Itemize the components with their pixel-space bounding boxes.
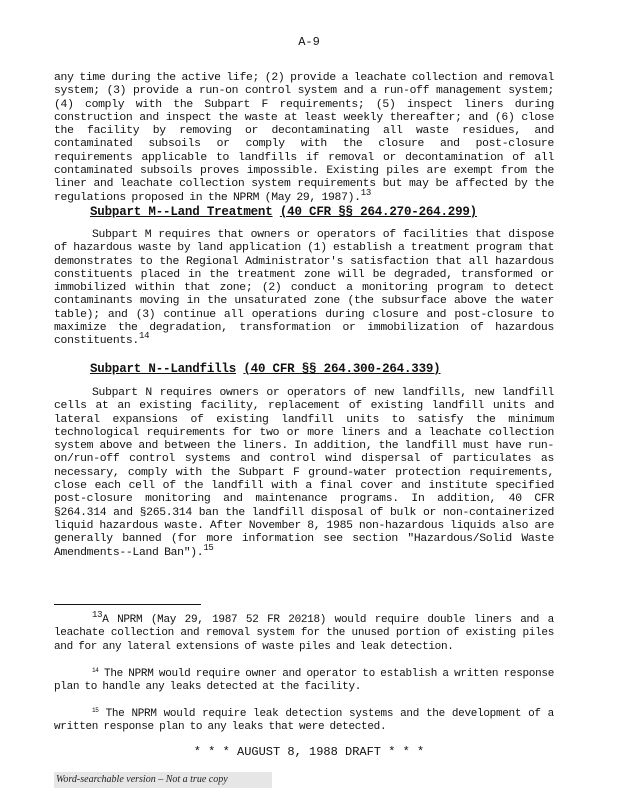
page-number: A-9 bbox=[298, 35, 320, 49]
draft-notice: * * * AUGUST 8, 1988 DRAFT * * * bbox=[193, 745, 425, 759]
heading-label: Subpart M--Land Treatment bbox=[90, 205, 273, 219]
footnote-divider bbox=[54, 604, 201, 605]
footnote-number: 14 bbox=[92, 667, 99, 674]
footnote-ref-15: 15 bbox=[203, 542, 214, 553]
footnote-text: A NPRM (May 29, 1987 52 FR 20218) would require double liners and a leachate collection and removal system for the unused portion of existing piles and for any lateral extensions of waste piles and leak detection. bbox=[54, 614, 554, 653]
paragraph-text: any time during the active life; (2) provide a leachate collection and removal system; (3) provide a run-on control system and a run-off management system; (4) comply with the Subpart F requirements; (5) inspect liners during construction and inspect the waste at least weekly thereafter; and (6) close the facility by removing or decontaminating all waste residues, and contaminated subsoils or comply with the closure and post-closure requirements applicable to landfills if removal or decontamination of all contaminated subsoils proves impossible. Existing piles are exempt from the liner and leachate collection system requirements but may be affected by the regulations proposed in the NPRM (May 29, 1987). bbox=[54, 72, 554, 204]
paragraph-waste-piles bbox=[54, 72, 554, 205]
footnote-14 bbox=[54, 668, 554, 695]
section-heading-landfills bbox=[90, 362, 440, 376]
paragraph-landfills bbox=[54, 387, 554, 560]
footnote-ref-13: 13 bbox=[360, 187, 371, 198]
heading-citation: (40 CFR §§ 264.300-264.339) bbox=[243, 362, 441, 376]
paragraph-text: Subpart N requires owners or operators of new landfills, new landfill cells at an existing facility, replacement of existing landfill units and lateral expansions of existing landfill units to satisfy the minimum technological requirements for two or more liners and a leachate collection system above and between the liners. In addition, the landfill must have run-on/run-off control systems and control wind dispersal of particulates as necessary, comply with the Subpart F ground-water protection requirements, close each cell of the landfill with a final cover and institute specified post-closure monitoring and maintenance programs. In addition, 40 CFR §264.314 and §265.314 ban the landfill disposal of bulk or non-containerized liquid hazardous waste. After November 8, 1985 non-hazardous liquids also are generally banned (for more information see section "Hazardous/Solid Waste Amendments--Land Ban"). bbox=[54, 387, 554, 559]
footnote-ref-14: 14 bbox=[138, 331, 150, 342]
heading-label: Subpart N--Landfills bbox=[90, 362, 237, 376]
footer-watermark: Word-searchable version – Not a true copy bbox=[54, 772, 272, 788]
section-heading-land-treatment bbox=[90, 205, 477, 219]
paragraph-land-treatment bbox=[54, 229, 554, 349]
footnote-13 bbox=[54, 610, 554, 654]
footnote-number: 13 bbox=[92, 610, 103, 620]
footnote-text: The NPRM would require leak detection systems and the development of a written response plan to any leaks that were detected. bbox=[54, 708, 554, 734]
footnote-number: 15 bbox=[92, 707, 99, 714]
footnote-15 bbox=[54, 708, 554, 735]
footnote-text: The NPRM would require owner and operator to establish a written response plan to handle any leaks detected at the facility. bbox=[54, 668, 554, 694]
paragraph-text: Subpart M requires that owners or operators of facilities that dispose of hazardous waste by land application (1) establish a treatment program that demonstrates to the Regional Administrator's satisfaction that all hazardous constituents placed in the treatment zone will be degraded, transformed or immobilized within that zone; (2) conduct a monitoring program to detect contaminants moving in the unsaturated zone (the subsurface above the water table); and (3) continue all operations during closure and post-closure to maximize the degradation, transformation or immobilization of hazardous constituents. bbox=[54, 229, 554, 348]
heading-citation: (40 CFR §§ 264.270-264.299) bbox=[279, 205, 477, 219]
